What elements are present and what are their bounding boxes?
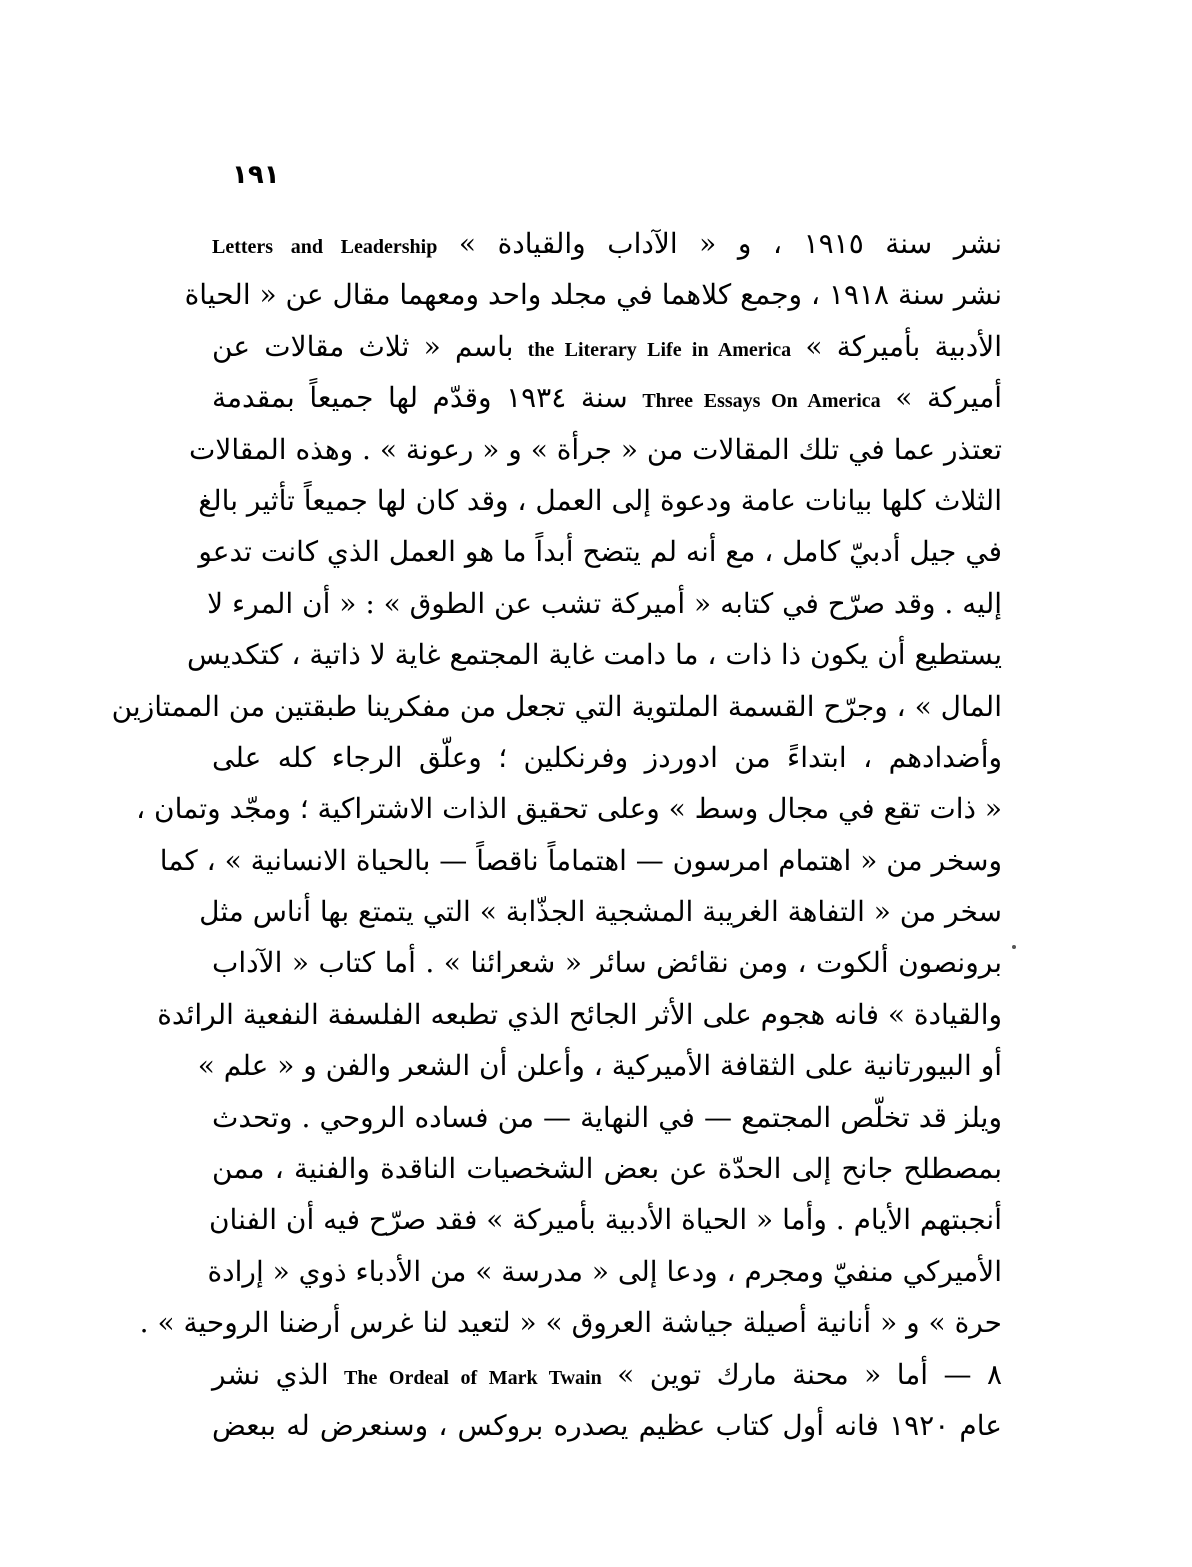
english-title: the Literary Life in America (527, 338, 792, 361)
arabic-text: أو البيورتانية على الثقافة الأميركية ، وأعلن أن الشعر والفن و « علم » (197, 1049, 1002, 1083)
text-line (212, 1400, 1002, 1451)
arabic-text: والقيادة » فانه هجوم على الأثر الجائح الذي تطبعه الفلسفة النفعية الرائدة (157, 997, 1002, 1031)
english-title: The Ordeal of Mark Twain (344, 1366, 602, 1389)
text-line (139, 1297, 1002, 1348)
arabic-text: الذي نشر (212, 1357, 345, 1391)
arabic-text: بمصطلح جانح إلى الحدّة عن بعض الشخصيات الناقدة والفنية ، ممن (212, 1152, 1002, 1186)
margin-mark (1012, 945, 1016, 949)
text-line (199, 886, 1002, 937)
arabic-text: وأضدادهم ، ابتداءً من ادوردز وفرنكلين ؛ وعلّق الرجاء كله على (212, 740, 1002, 774)
arabic-text: الثلاث كلها بيانات عامة ودعوة إلى العمل ، وقد كان لها جميعاً تأثير بالغ (198, 483, 1002, 517)
text-line (198, 526, 1002, 577)
text-line (212, 1092, 1002, 1143)
arabic-text: « ذات تقع في مجال وسط » وعلى تحقيق الذات الاشتراكية ؛ ومجّد وتمان ، (136, 792, 1002, 826)
text-line (212, 321, 1002, 372)
arabic-text: وسخر من « اهتمام امرسون — اهتماماً ناقصاً — بالحياة الانسانية » ، كما (159, 843, 1002, 877)
text-line (184, 269, 1002, 320)
text-line (136, 783, 1002, 834)
text-line (212, 732, 1002, 783)
text-line (208, 1194, 1002, 1245)
arabic-text: الأميركي منفيّ ومجرم ، ودعا إلى « مدرسة » من الأدباء ذوي « إرادة (207, 1254, 1002, 1288)
body-text (111, 218, 1003, 1451)
text-line (157, 989, 1002, 1040)
arabic-text: نشر سنة ١٩١٥ ، و « الآداب والقيادة » (437, 227, 1003, 260)
text-line (212, 372, 1002, 423)
text-line (212, 937, 1002, 988)
arabic-text: ويلز قد تخلّص المجتمع — في النهاية — من فساده الروحي . وتحدث (212, 1100, 1002, 1134)
text-line (159, 835, 1002, 886)
english-title: Three Essays On America (642, 390, 881, 413)
text-line (207, 1246, 1002, 1297)
arabic-text: إليه . وقد صرّح في كتابه « أميركة تشب عن الطوق » : « أن المرء لا (207, 586, 1002, 620)
english-title: Letters and Leadership (212, 236, 438, 258)
text-line (198, 475, 1002, 526)
page-number: ١٩١ (232, 160, 280, 190)
arabic-text: نشر سنة ١٩١٨ ، وجمع كلاهما في مجلد واحد ومعهما مقال عن « الحياة (184, 278, 1002, 312)
arabic-text: سخر من « التفاهة الغريبة المشجية الجذّابة » التي يتمتع بها أناس مثل (199, 895, 1002, 929)
text-line (197, 1040, 1002, 1091)
text-line (189, 424, 1002, 475)
text-line (212, 1349, 1002, 1400)
text-line (187, 629, 1002, 680)
arabic-text: أميركة » (880, 381, 1002, 415)
text-line (212, 218, 1002, 269)
arabic-text: سنة ١٩٣٤ وقدّم لها جميعاً بمقدمة (212, 381, 643, 415)
arabic-text: المال » ، وجرّح القسمة الملتوية التي تجعل من مفكرينا طبقتين من الممتازين (111, 689, 1002, 723)
arabic-text: في جيل أدبيّ كامل ، مع أنه لم يتضح أبداً ما هو العمل الذي كانت تدعو (198, 535, 1002, 569)
arabic-text: باسم « ثلاث مقالات عن (212, 329, 528, 363)
text-line (111, 681, 1002, 732)
text-line (207, 578, 1002, 629)
arabic-text: عام ١٩٢٠ فانه أول كتاب عظيم يصدره بروكس ، وسنعرض له ببعض (212, 1408, 1002, 1442)
arabic-text: أنجبتهم الأيام . وأما « الحياة الأدبية بأميركة » فقد صرّح فيه أن الفنان (208, 1203, 1002, 1237)
arabic-text: الأدبية بأميركة » (791, 329, 1002, 363)
arabic-text: ٨ — أما « محنة مارك توين » (601, 1357, 1002, 1391)
arabic-text: برونصون ألكوت ، ومن نقائض سائر « شعرائنا » . أما كتاب « الآداب (212, 946, 1002, 980)
arabic-text: تعتذر عما في تلك المقالات من « جرأة » و « رعونة » . وهذه المقالات (189, 432, 1002, 466)
arabic-text: حرة » و « أنانية أصيلة جياشة العروق » « لتعيد لنا غرس أرضنا الروحية » . (139, 1306, 1002, 1340)
text-line (212, 1143, 1002, 1194)
arabic-text: يستطيع أن يكون ذا ذات ، ما دامت غاية المجتمع غاية لا ذاتية ، كتكديس (187, 638, 1002, 672)
